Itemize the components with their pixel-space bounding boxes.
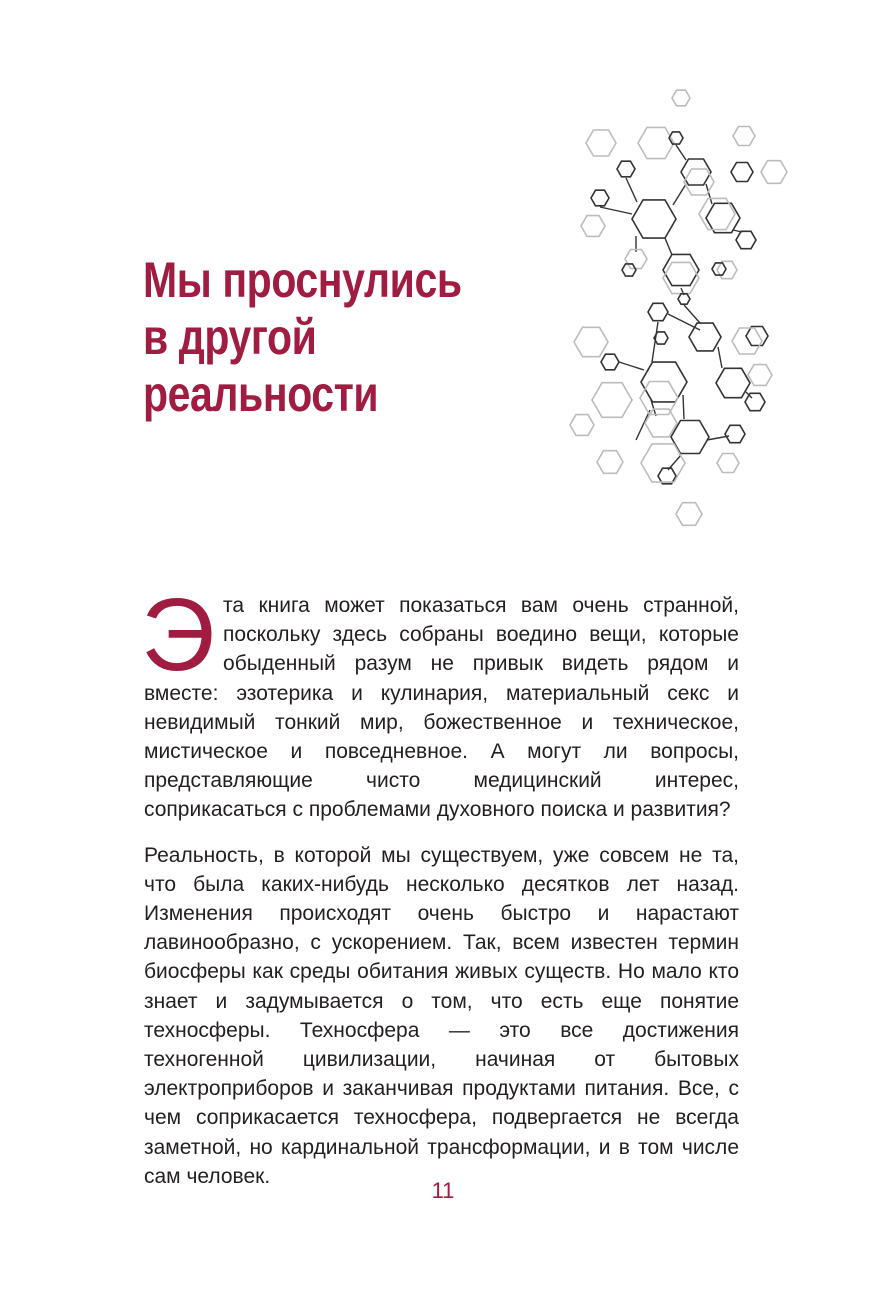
hexagon-icon: [645, 409, 677, 437]
hexagon-icon: [748, 365, 772, 386]
hexagon-icon: [761, 161, 787, 184]
hexagon-bond-icon: [626, 178, 637, 202]
hexagon-icon: [732, 328, 762, 354]
hexagon-icon: [586, 130, 616, 156]
hexagon-icon: [733, 127, 755, 146]
hexagon-icon: [689, 323, 721, 351]
hexagon-icon: [672, 90, 690, 106]
hexagon-icon: [716, 368, 750, 397]
hexagon-icon: [746, 327, 768, 346]
hexagon-icon: [617, 161, 635, 177]
hexagon-bond-icon: [676, 145, 686, 160]
chapter-title-line-3: реальности: [143, 366, 379, 422]
hexagon-icon: [574, 327, 608, 356]
hexagon-bond-icon: [665, 238, 672, 255]
paragraph-2: Реальность, в которой мы существуем, уже совсем не та, что была каких-нибудь несколько десятков лет назад. Изменения происходят очень быстро и нарастают лавинообразно, с ускорением. Так, всем известен термин биосферы как среды обитания живых существ. Но мало кто знает и задумывается о том, что есть еще понятие техносферы. Техносфера — это все достижения техногенной цивилизации, начиная от бытовых электроприборов и заканчивая продуктами питания. Все, с чем соприкасается техносфера, подвергается не всегда заметной, но кардинальной трансформации, и в том числе сам человек.: [144, 843, 739, 1188]
hexagon-icon: [597, 451, 623, 474]
hexagon-bond-icon: [619, 362, 644, 370]
hexagon-icon: [592, 383, 632, 418]
hexagon-icon: [570, 415, 594, 436]
hexagon-icon: [591, 190, 609, 206]
chapter-title: [143, 252, 471, 423]
hexagon-icon: [581, 216, 605, 237]
hexagon-icon: [632, 200, 676, 238]
hexagon-icon: [648, 303, 668, 320]
body-text: [141, 577, 739, 1191]
drop-cap: Э: [141, 577, 216, 692]
hexagon-icon: [717, 261, 737, 278]
hexagon-icon: [601, 354, 619, 370]
hexagon-icon: [638, 127, 674, 158]
hexagon-icon: [706, 203, 740, 232]
hexagon-icon: [736, 231, 756, 248]
chapter-title-line-1: Мы проснулись: [143, 252, 462, 308]
hexagon-icon: [625, 250, 647, 269]
page-number: 11: [431, 1178, 455, 1203]
hexagon-icon: [717, 454, 739, 473]
hexagon-icon: [678, 294, 690, 304]
hexagon-bond-icon: [673, 184, 686, 205]
hexagon-bond-icon: [684, 305, 700, 323]
hexagon-icon: [725, 425, 745, 442]
hexagon-bond-icon: [718, 347, 722, 368]
hexagon-icon: [745, 393, 765, 410]
hexagon-bond-icon: [600, 207, 632, 214]
hexagon-icon: [681, 159, 711, 185]
hexagon-icon: [731, 163, 753, 182]
hexagon-molecule-icon: [560, 80, 800, 540]
paragraph-1: [141, 577, 739, 825]
hexagon-bond-icon: [636, 410, 650, 440]
hexagon-icon: [676, 503, 702, 526]
chapter-title-line-2: в другой: [143, 309, 317, 365]
hexagon-icon: [684, 169, 714, 195]
hexagon-bond-icon: [683, 395, 684, 419]
paragraph-1-text: та книга может показаться вам очень странной, поскольку здесь собраны воедино вещи, которые обыденный разум не привык видеть рядом и вместе: эзотерика и кулинария, материальный секс и невидимый тонкий мир, божественное и техническое, мистическое и повседневное. А могут ли вопросы, представляющие чисто медицинский интерес, соприкасаться с проблемами духовного поиска и развития?: [144, 594, 739, 822]
